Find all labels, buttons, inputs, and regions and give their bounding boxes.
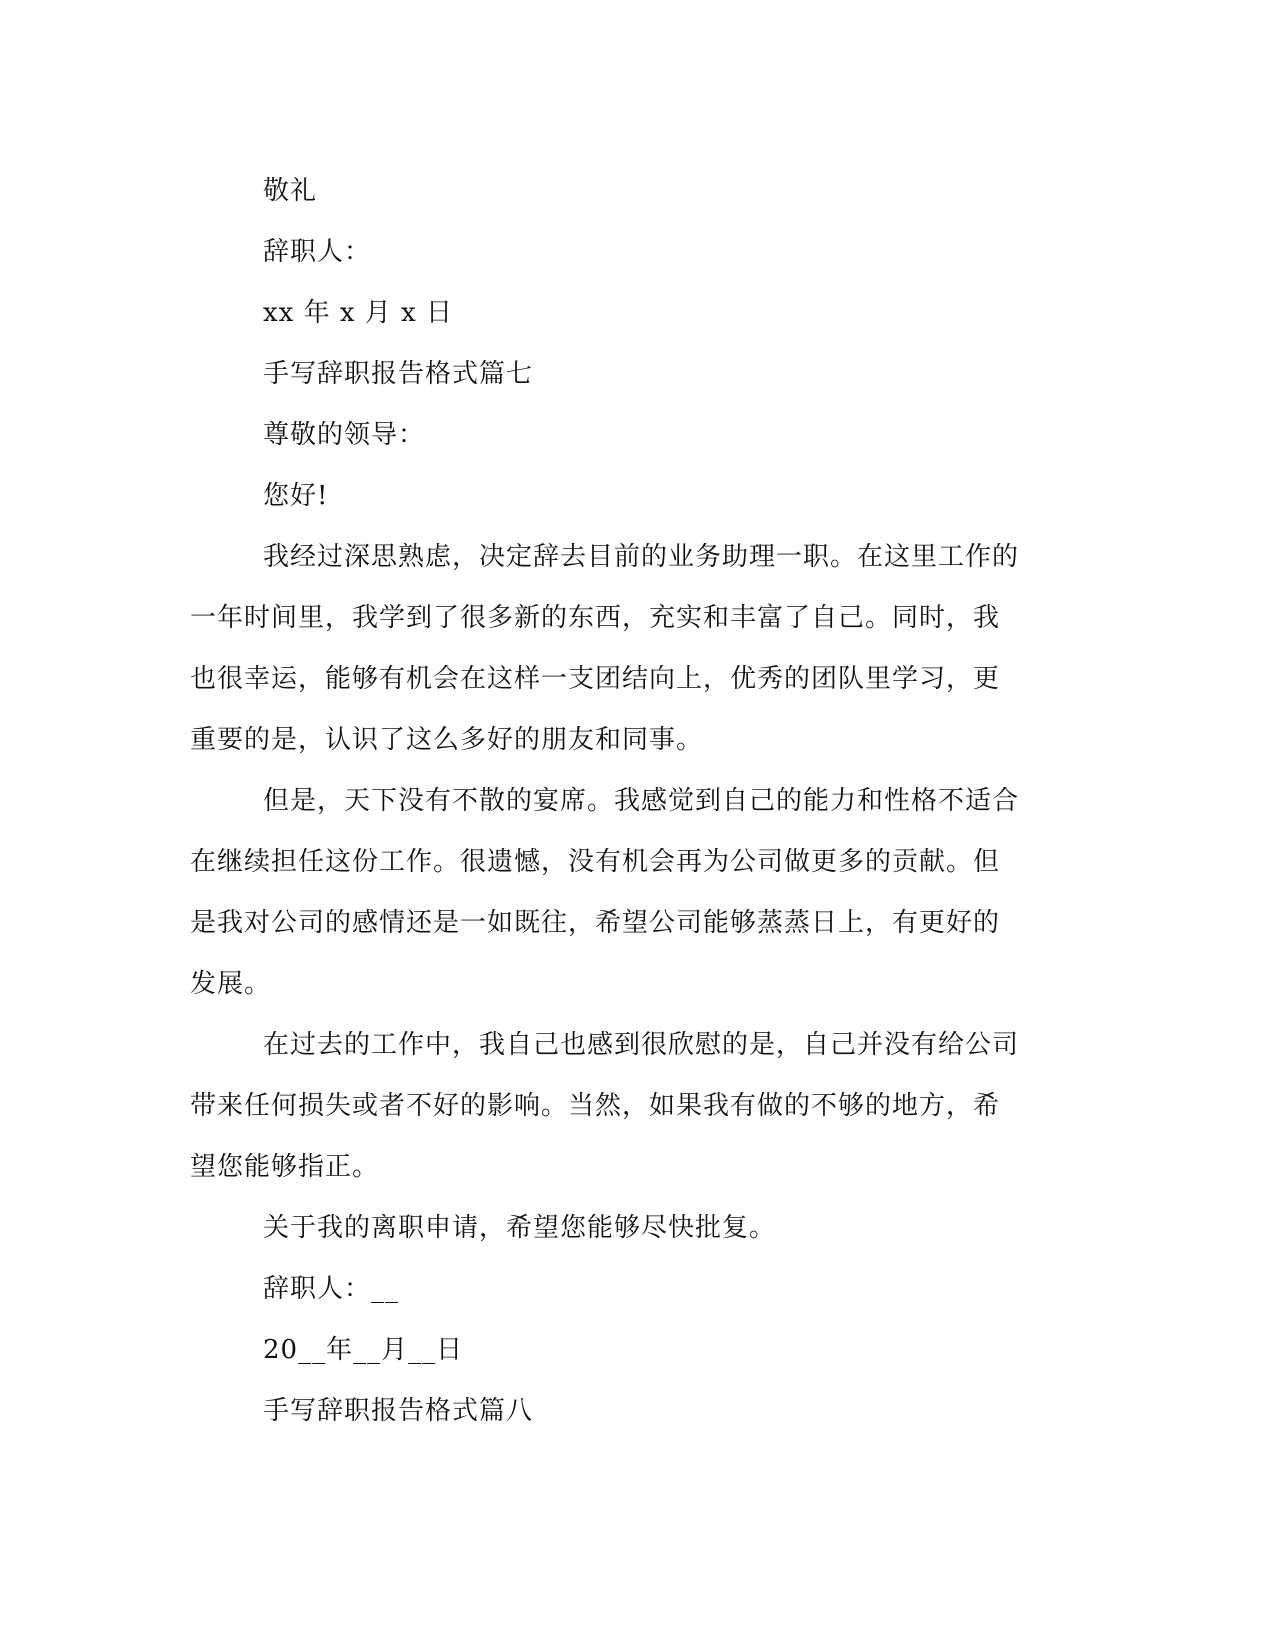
closing-salutation: 敬礼 — [263, 176, 318, 206]
paragraph-line: 发展。 — [190, 969, 272, 999]
date-line: xx 年 x 月 x 日 — [263, 298, 453, 328]
paragraph-line: 在过去的工作中，我自己也感到很欣慰的是，自己并没有给公司 — [263, 1030, 1020, 1060]
resigner-signature: 辞职人：__ — [263, 1274, 400, 1304]
greeting-recipient: 尊敬的领导： — [263, 420, 426, 450]
greeting: 您好! — [263, 481, 329, 511]
paragraph-line: 重要的是，认识了这么多好的朋友和同事。 — [190, 725, 704, 755]
paragraph-line: 也很幸运，能够有机会在这样一支团结向上，优秀的团队里学习，更 — [190, 664, 1001, 694]
paragraph-line: 望您能够指正。 — [190, 1152, 380, 1182]
paragraph-line: 关于我的离职申请，希望您能够尽快批复。 — [263, 1213, 777, 1243]
paragraph-line: 带来任何损失或者不好的影响。当然，如果我有做的不够的地方，希 — [190, 1091, 1001, 1121]
paragraph-line: 我经过深思熟虑，决定辞去目前的业务助理一职。在这里工作的 — [263, 542, 1020, 572]
section-heading-8: 手写辞职报告格式篇八 — [263, 1396, 534, 1426]
paragraph-line: 是我对公司的感情还是一如既往，希望公司能够蒸蒸日上，有更好的 — [190, 908, 1001, 938]
paragraph-line: 在继续担任这份工作。很遗憾，没有机会再为公司做更多的贡献。但 — [190, 847, 1001, 877]
signature-date: 20__年__月__日 — [263, 1335, 464, 1365]
resigner-label: 辞职人： — [263, 237, 372, 267]
paragraph-line: 一年时间里，我学到了很多新的东西，充实和丰富了自己。同时，我 — [190, 603, 1001, 633]
paragraph-line: 但是，天下没有不散的宴席。我感觉到自己的能力和性格不适合 — [263, 786, 1020, 816]
section-heading-7: 手写辞职报告格式篇七 — [263, 359, 534, 389]
